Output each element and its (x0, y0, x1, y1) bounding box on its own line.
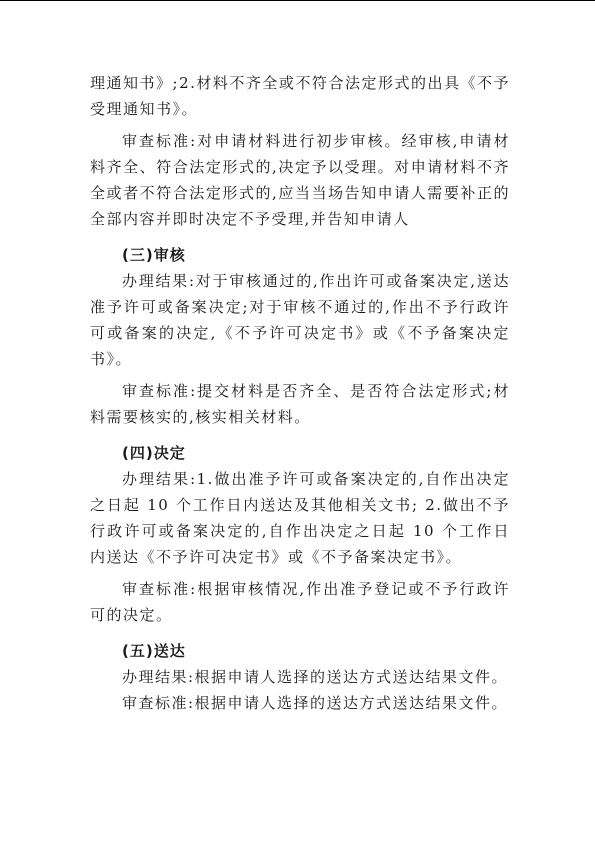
section-heading-review: (三)审核 (122, 246, 186, 264)
document-page (90, 70, 510, 716)
top-border-line (0, 0, 595, 1)
paragraph-standard-review: 审查标准:提交材料是否齐全、是否符合法定形式;材料需要核实的,核实相关材料。 (90, 382, 510, 426)
section-heading-decision: (四)决定 (122, 444, 186, 462)
paragraph-result-review: 办理结果:对于审核通过的,作出许可或备案决定,送达准予许可或备案决定;对于审核不通过的,作出不予行政许可或备案的决定,《不予许可决定书》或《不予备案决定书》。 (90, 272, 510, 368)
section-heading-delivery: (五)送达 (122, 642, 186, 660)
paragraph-result-delivery: 办理结果:根据申请人选择的送达方式送达结果文件。 (122, 668, 509, 686)
paragraph-standard-delivery: 审查标准:根据申请人选择的送达方式送达结果文件。 (122, 694, 509, 712)
paragraph-result-decision: 办理结果:1.做出准予许可或备案决定的,自作出决定之日起 10 个工作日内送达及其他相关文书; 2.做出不予行政许可或备案决定的,自作出决定之日起 10 个工作日内送达《不予许可决定书》或《不予备案决定书》。 (90, 470, 510, 566)
paragraph-review-standard-acceptance: 审查标准:对申请材料进行初步审核。经审核,申请材料齐全、符合法定形式的,决定予以受理。对申请材料不齐全或者不符合法定形式的,应当当场告知申请人需要补正的全部内容并即时决定不予受理,并告知申请人 (90, 132, 510, 228)
paragraph-standard-decision: 审查标准:根据审核情况,作出准予登记或不予行政许可的决定。 (90, 580, 510, 624)
paragraph-continuation: 理通知书》;2.材料不齐全或不符合法定形式的出具《不予受理通知书》。 (90, 74, 510, 118)
